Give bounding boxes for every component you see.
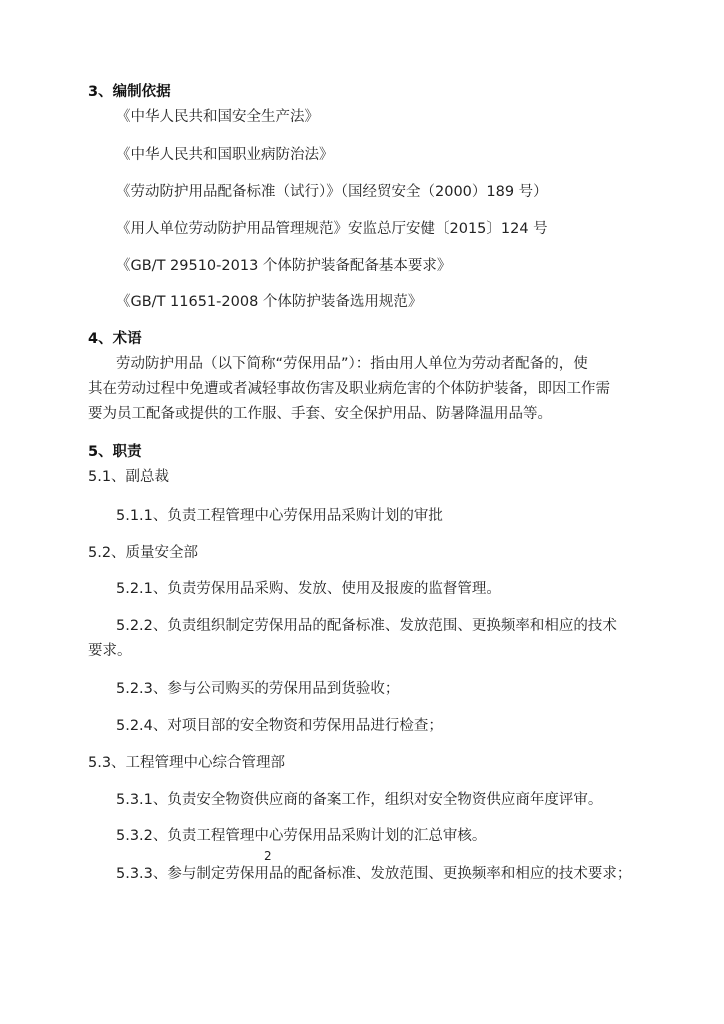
list-item: 5.3.3、参与制定劳保用品的配备标准、发放范围、更换频率和相应的技术要求； — [116, 866, 632, 882]
reference-item: 《劳动防护用品配备标准（试行）》（国经贸安全（2000）189 号） — [116, 184, 548, 200]
reference-item: 《用人单位劳动防护用品管理规范》安监总厅安健〔2015〕124 号 — [116, 221, 548, 237]
list-item: 5.3.1、负责安全物资供应商的备案工作，组织对安全物资供应商年度评审。 — [116, 792, 603, 808]
list-item: 5.3.2、负责工程管理中心劳保用品采购计划的汇总审核。 — [116, 828, 487, 844]
paragraph-line: 其在劳动过程中免遭或者减轻事故伤害及职业病危害的个体防护装备，即因工作需 — [88, 381, 610, 397]
list-item: 5.2.1、负责劳保用品采购、发放、使用及报废的监督管理。 — [116, 581, 501, 597]
section-4-heading: 4、术语 — [88, 331, 142, 347]
reference-item: 《GB/T 11651-2008 个体防护装备选用规范》 — [116, 294, 423, 310]
subsection-5-3-title: 5.3、工程管理中心综合管理部 — [88, 755, 286, 771]
section-3-heading: 3、编制依据 — [88, 84, 171, 100]
reference-item: 《中华人民共和国安全生产法》 — [116, 109, 319, 125]
list-item: 5.2.3、参与公司购买的劳保用品到货验收； — [116, 681, 400, 697]
paragraph-line: 劳动防护用品（以下简称“劳保用品”）：指由用人单位为劳动者配备的，使 — [116, 356, 588, 372]
list-item-continuation: 要求。 — [88, 643, 132, 659]
section-5-heading: 5、职责 — [88, 444, 142, 460]
paragraph-line: 要为员工配备或提供的工作服、手套、安全保护用品、防暑降温用品等。 — [88, 406, 552, 422]
reference-item: 《中华人民共和国职业病防治法》 — [116, 147, 334, 163]
list-item: 5.1.1、负责工程管理中心劳保用品采购计划的审批 — [116, 508, 443, 524]
subsection-5-2-title: 5.2、质量安全部 — [88, 545, 199, 561]
page-number: 2 — [264, 849, 272, 863]
list-item: 5.2.4、对项目部的安全物资和劳保用品进行检查； — [116, 718, 443, 734]
reference-item: 《GB/T 29510-2013 个体防护装备配备基本要求》 — [116, 258, 452, 274]
subsection-5-1-title: 5.1、副总裁 — [88, 469, 170, 485]
list-item: 5.2.2、负责组织制定劳保用品的配备标准、发放范围、更换频率和相应的技术 — [116, 618, 617, 634]
